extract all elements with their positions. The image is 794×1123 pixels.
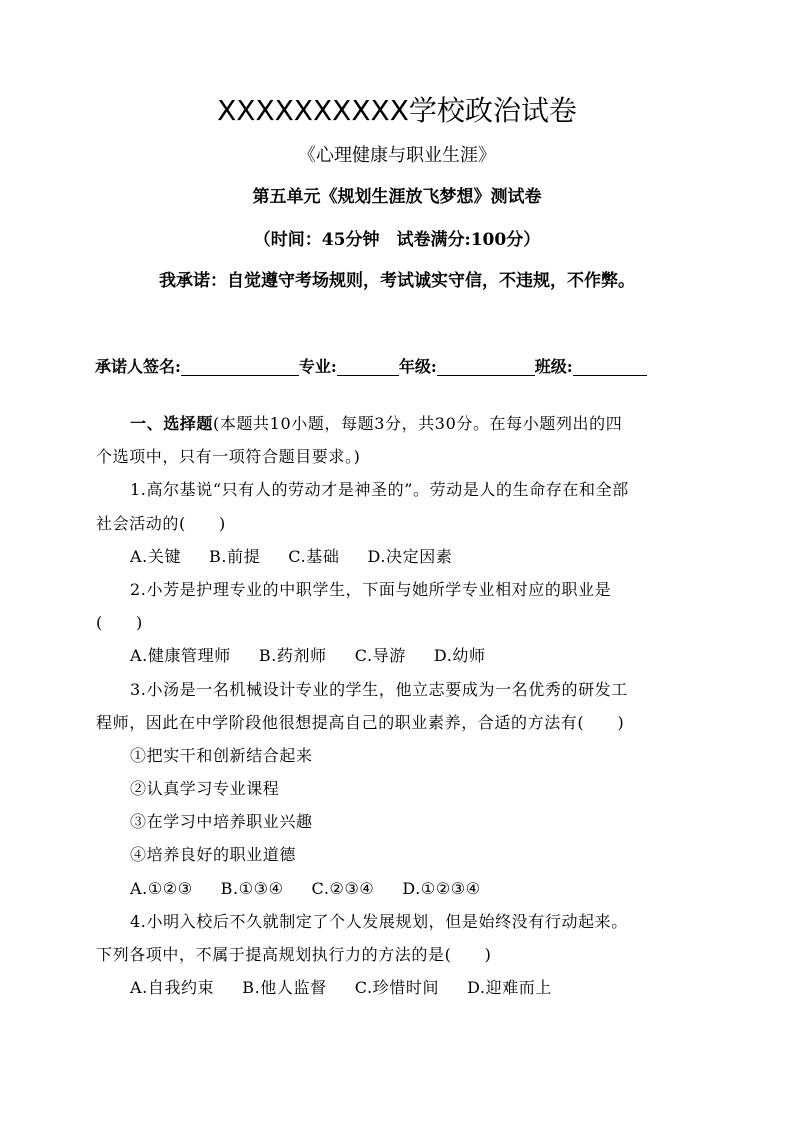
option-d: D.迎难而上 xyxy=(467,978,553,998)
section-heading: 一、选择题 xyxy=(130,414,214,433)
question-stem-line: 4.小明入校后不久就制定了个人发展规划，但是始终没有行动起来。 xyxy=(130,911,628,931)
question-stem-line: ( ) xyxy=(96,613,143,633)
question-stem-line: 程师，因此在中学阶段他很想提高自己的职业素养，合适的方法有( ) xyxy=(96,712,625,732)
option-a: A.①②③ xyxy=(130,878,193,898)
question-stem-line: 下列各项中，不属于提高规划执行力的方法的是( ) xyxy=(96,945,492,964)
option-b: B.①③④ xyxy=(220,878,284,898)
option-c: C.基础 xyxy=(288,546,340,566)
question-stem-line: 2.小芳是护理专业的中职学生，下面与她所学专业相对应的职业是 xyxy=(130,579,612,599)
honesty-pledge: 我承诺：自觉遵守考场规则，考试诚实守信，不违规，不作弊。 xyxy=(159,271,635,291)
statement-item: ①把实干和创新结合起来 xyxy=(130,745,313,765)
statement-item: ③在学习中培养职业兴趣 xyxy=(130,812,313,832)
question-1 xyxy=(96,473,702,573)
major-label: 专业: xyxy=(298,357,337,376)
signature-row xyxy=(95,352,705,380)
question-options xyxy=(96,540,702,573)
question-3 xyxy=(96,673,702,905)
option-a: A.自我约束 xyxy=(130,978,215,998)
question-2 xyxy=(96,573,702,673)
option-a: A.关键 xyxy=(130,546,182,566)
statement-item: ②认真学习专业课程 xyxy=(130,779,280,799)
grade-label: 年级: xyxy=(398,357,437,376)
major-blank[interactable] xyxy=(337,357,399,376)
section-intro-line: 个选项中，只有一项符合题目要求。) xyxy=(96,447,361,467)
exam-title: XXXXXXXXXX学校政治试卷 xyxy=(217,94,577,127)
exam-time-info: （时间：45分钟 试卷满分:100分） xyxy=(253,230,541,250)
option-c: C.导游 xyxy=(354,646,406,666)
question-options xyxy=(96,872,702,905)
option-b: B.药剂师 xyxy=(258,646,327,666)
section-choice-questions xyxy=(96,407,702,1004)
option-a: A.健康管理师 xyxy=(130,646,231,666)
option-d: D.决定因素 xyxy=(367,546,453,566)
option-c: C.②③④ xyxy=(311,878,375,898)
question-options xyxy=(96,971,702,1004)
grade-blank[interactable] xyxy=(437,357,535,376)
question-stem-line: 3.小汤是一名机械设计专业的学生，他立志要成为一名优秀的研发工 xyxy=(130,679,628,699)
class-label: 班级: xyxy=(534,357,573,376)
signer-label: 承诺人签名: xyxy=(95,357,181,376)
course-subtitle: 《心理健康与职业生涯》 xyxy=(298,145,496,166)
option-d: D.幼师 xyxy=(433,646,486,666)
question-options xyxy=(96,639,702,672)
question-stem-line: 社会活动的( ) xyxy=(96,513,226,533)
section-intro-line: 一、选择题(本题共10小题，每题3分，共30分。在每小题列出的四 xyxy=(130,414,623,433)
class-blank[interactable] xyxy=(573,357,647,376)
question-4 xyxy=(96,905,702,1005)
option-c: C.珍惜时间 xyxy=(354,978,440,998)
statement-item: ④培养良好的职业道德 xyxy=(130,845,297,865)
option-d: D.①②③④ xyxy=(402,878,481,898)
unit-title: 第五单元《规划生涯放飞梦想》测试卷 xyxy=(252,187,542,207)
option-b: B.他人监督 xyxy=(242,978,327,998)
signer-blank[interactable] xyxy=(181,357,299,376)
option-b: B.前提 xyxy=(209,546,261,566)
question-stem-line: 1.高尔基说“只有人的劳动才是神圣的”。劳动是人的生命存在和全部 xyxy=(130,480,629,500)
